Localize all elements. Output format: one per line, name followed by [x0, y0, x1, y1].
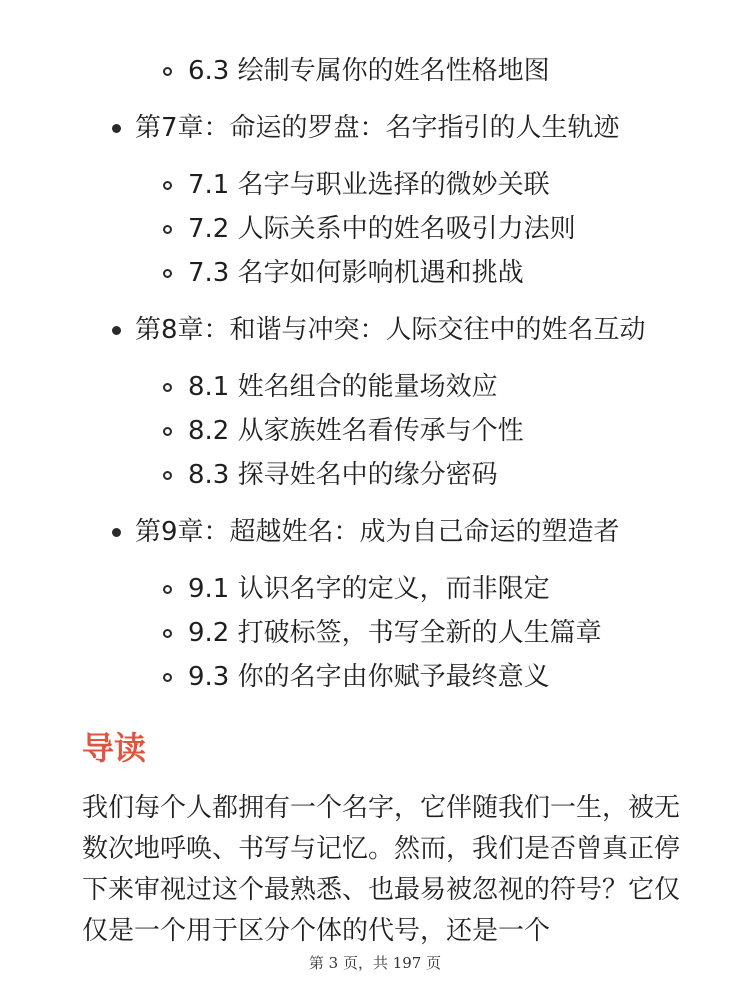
toc-section-8-2: 8.2 从家族姓名看传承与个性 — [188, 416, 524, 446]
toc-section-9-1: 9.1 认识名字的定义，而非限定 — [188, 574, 550, 604]
toc-section-9-2: 9.2 打破标签，书写全新的人生篇章 — [188, 618, 602, 648]
toc-section-7-3: 7.3 名字如何影响机遇和挑战 — [188, 258, 524, 288]
intro-paragraph: 我们每个人都拥有一个名字，它伴随我们一生，被无数次地呼唤、书写与记忆。然而，我们是否曾真正停下来审视过这个最熟悉、也最易被忽视的符号？它仅仅是一个用于区分个体的代号，还是一个 — [82, 793, 681, 946]
toc-section-7-2: 7.2 人际关系中的姓名吸引力法则 — [188, 214, 576, 244]
hollow-bullet-icon — [163, 585, 172, 594]
toc-chapter-8: 第8章：和谐与冲突：人际交往中的姓名互动 — [135, 315, 646, 345]
hollow-bullet-icon — [163, 471, 172, 480]
toc-chapter-7: 第7章：命运的罗盘：名字指引的人生轨迹 — [135, 113, 620, 143]
filled-bullet-icon — [112, 124, 121, 133]
hollow-bullet-icon — [163, 67, 172, 76]
toc-section-7-1: 7.1 名字与职业选择的微妙关联 — [188, 170, 550, 200]
toc-chapter-9: 第9章：超越姓名：成为自己命运的塑造者 — [135, 517, 620, 547]
toc-section-6-3: 6.3 绘制专属你的姓名性格地图 — [188, 56, 550, 86]
hollow-bullet-icon — [163, 629, 172, 638]
hollow-bullet-icon — [163, 673, 172, 682]
hollow-bullet-icon — [163, 181, 172, 190]
intro-heading: 导读 — [82, 729, 147, 767]
page-number-footer: 第 3 页，共 197 页 — [308, 954, 442, 972]
toc-section-8-1: 8.1 姓名组合的能量场效应 — [188, 372, 498, 402]
filled-bullet-icon — [112, 528, 121, 537]
hollow-bullet-icon — [163, 269, 172, 278]
toc-section-9-3: 9.3 你的名字由你赋予最终意义 — [188, 662, 550, 692]
toc-section-8-3: 8.3 探寻姓名中的缘分密码 — [188, 460, 498, 490]
hollow-bullet-icon — [163, 427, 172, 436]
hollow-bullet-icon — [163, 225, 172, 234]
hollow-bullet-icon — [163, 383, 172, 392]
filled-bullet-icon — [112, 326, 121, 335]
